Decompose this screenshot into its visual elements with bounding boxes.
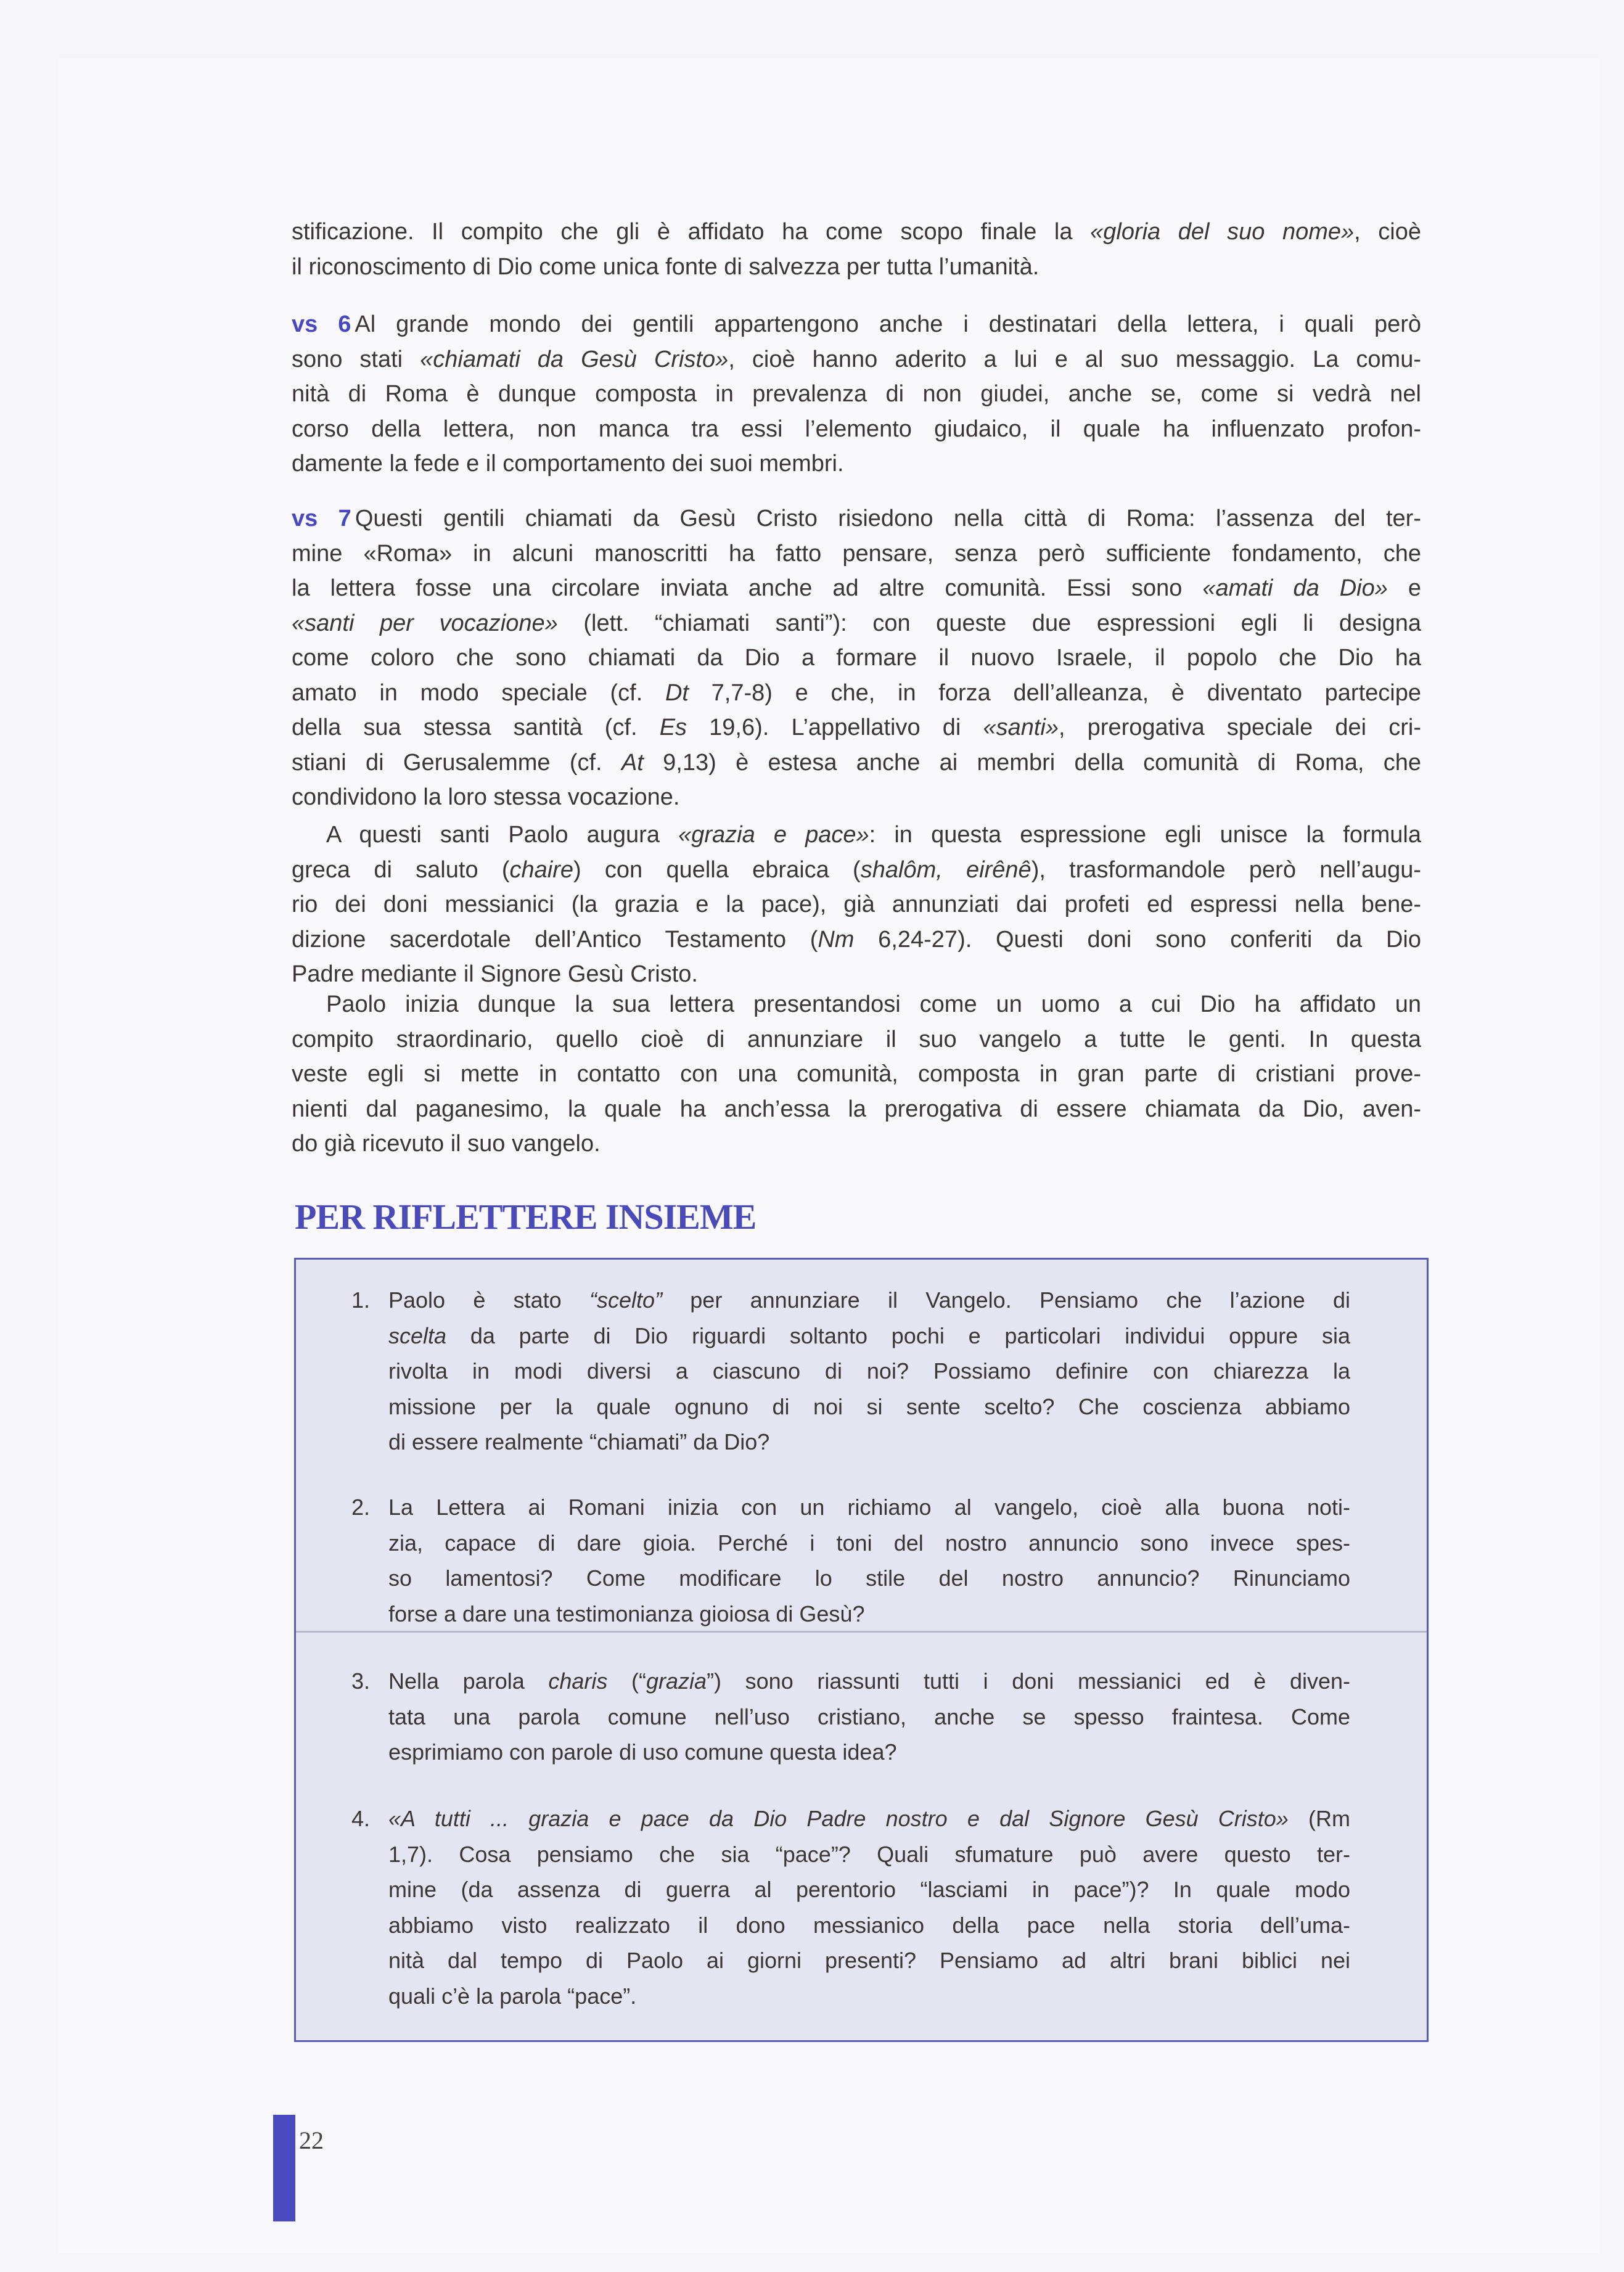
- text-line: [388, 1872, 1350, 1908]
- italic-segment: At: [621, 749, 644, 776]
- text-segment: (lett. “chiamati santi”): con queste due espressioni egli li designa: [557, 610, 1422, 636]
- text-line: [292, 887, 1421, 922]
- text-line: [292, 606, 1421, 641]
- italic-segment: scelta: [388, 1323, 447, 1348]
- italic-segment: «gloria del suo nome»: [1090, 219, 1355, 245]
- text-line: [388, 1389, 1350, 1425]
- paragraph-summary: [292, 987, 1421, 1162]
- text-segment: missione per la quale ognuno di noi si sente scelto? Che coscienza abbiamo: [388, 1393, 1350, 1419]
- text-segment: so lamentosi? Come modificare lo stile del nostro annuncio? Rinunciamo: [388, 1565, 1350, 1591]
- question-item: [351, 1663, 1350, 1770]
- text-line: [292, 536, 1421, 572]
- text-segment: il riconoscimento di Dio come unica fonte di salvezza per tutta l’umanità.: [292, 253, 1040, 280]
- italic-segment: «A tutti ... grazia e pace da Dio Padre nostro e dal Signore Gesù Cristo»: [388, 1806, 1289, 1831]
- text-segment: mine (da assenza di guerra al perentorio “lasciami in pace”)? In quale modo: [388, 1877, 1350, 1902]
- italic-segment: Es: [659, 715, 687, 740]
- italic-segment: «amati da Dio»: [1202, 575, 1388, 601]
- section-heading: PER RIFLETTERE INSIEME: [295, 1197, 757, 1237]
- text-segment: di essere realmente “chiamati” da Dio?: [388, 1429, 770, 1454]
- question-item: [351, 1282, 1351, 1460]
- text-segment: (“: [607, 1668, 646, 1694]
- text-line: [388, 1663, 1350, 1699]
- text-line: [292, 710, 1421, 745]
- text-segment: abbiamo visto realizzato il dono messianico della pace nella storia dell’uma-: [388, 1912, 1350, 1938]
- text-line: [388, 1908, 1350, 1943]
- text-line: [292, 1092, 1421, 1127]
- text-segment: quali c’è la parola “pace”.: [388, 1983, 637, 2009]
- question-item: [351, 1801, 1351, 2014]
- text-line: [292, 1126, 1421, 1162]
- text-line: [292, 987, 1421, 1022]
- text-line: [388, 1801, 1350, 1837]
- text-segment: mine «Roma» in alcuni manoscritti ha fatto pensare, senza però sufficiente fondamento, che: [292, 540, 1421, 567]
- verse-label: vs 7: [292, 506, 351, 531]
- text-segment: Paolo inizia dunque la sua lettera presentandosi come un uomo a cui Dio ha affidato un: [326, 991, 1421, 1017]
- text-line: [292, 922, 1421, 958]
- text-line: [292, 215, 1421, 250]
- text-segment: 1,7). Cosa pensiamo che sia “pace”? Quali sfumature può avere questo ter-: [388, 1841, 1350, 1867]
- page-number-bar: [273, 2115, 295, 2221]
- text-segment: Nella parola: [388, 1668, 549, 1694]
- text-segment: veste egli si mette in contatto con una comunità, composta in gran parte di cristiani prove-: [292, 1061, 1421, 1087]
- question-item: [351, 1490, 1350, 1631]
- text-line: [388, 1596, 1350, 1632]
- text-segment: : in questa espressione egli unisce la formula: [869, 822, 1422, 848]
- paragraph-intro: [292, 215, 1421, 284]
- text-line: [388, 1424, 1350, 1460]
- italic-segment: «santi»: [983, 715, 1059, 740]
- text-segment: e: [1387, 575, 1421, 601]
- text-segment: la lettera fosse una circolare inviata anche ad altre comunità. Essi sono: [292, 575, 1203, 601]
- text-line: [388, 1699, 1350, 1735]
- text-line: [388, 1837, 1350, 1872]
- verse-label: vs 6: [292, 311, 351, 337]
- text-segment: Al grande mondo dei gentili appartengono anche i destinatari della lettera, i quali però: [355, 311, 1422, 337]
- text-segment: della sua stessa santità (cf.: [292, 715, 660, 740]
- text-segment: (Rm: [1288, 1806, 1351, 1831]
- text-segment: da parte di Dio riguardi soltanto pochi e particolari individui oppure sia: [446, 1323, 1350, 1348]
- text-line: [388, 1353, 1350, 1389]
- text-line: [292, 780, 1421, 815]
- text-segment: forse a dare una testimonianza gioiosa di Gesù?: [388, 1601, 865, 1626]
- text-segment: corso della lettera, non manca tra essi l’elemento giudaico, il quale ha influenzato profon-: [292, 416, 1421, 442]
- text-line: [292, 1057, 1421, 1092]
- text-line: [388, 1943, 1350, 1979]
- text-line: [292, 412, 1421, 447]
- text-segment: come coloro che sono chiamati da Dio a formare il nuovo Israele, il popolo che Dio ha: [292, 645, 1421, 671]
- text-segment: La Lettera ai Romani inizia con un richiamo al vangelo, cioè alla buona noti-: [388, 1495, 1350, 1520]
- text-segment: Paolo è stato: [388, 1287, 589, 1313]
- italic-segment: grazia: [646, 1668, 707, 1694]
- text-segment: nità di Roma è dunque composta in prevalenza di non giudei, anche se, come si vedrà nel: [292, 381, 1421, 407]
- text-segment: A questi santi Paolo augura: [326, 822, 679, 848]
- text-segment: ”) sono riassunti tutti i doni messianici ed è diven-: [707, 1668, 1350, 1694]
- text-line: [292, 676, 1421, 711]
- text-line: [388, 1282, 1350, 1318]
- text-line: [388, 1525, 1350, 1561]
- text-line: [388, 1560, 1350, 1596]
- text-segment: do già ricevuto il suo vangelo.: [292, 1131, 601, 1157]
- italic-segment: Nm: [818, 926, 855, 953]
- text-segment: 6,24-27). Questi doni sono conferiti da Dio: [854, 926, 1421, 953]
- text-line: [292, 377, 1421, 412]
- text-segment: rivolta in modi diversi a ciascuno di noi? Possiamo definire con chiarezza la: [388, 1358, 1350, 1384]
- paragraph-vs7: [292, 501, 1421, 815]
- italic-segment: “scelto”: [589, 1287, 662, 1313]
- italic-segment: «chiamati da Gesù Cristo»: [420, 346, 729, 372]
- text-segment: rio dei doni messianici (la grazia e la pace), già annunziati dai profeti ed espressi nella bene-: [292, 892, 1421, 917]
- text-segment: Questi gentili chiamati da Gesù Cristo risiedono nella città di Roma: l’assenza del ter-: [355, 506, 1421, 531]
- text-line: [388, 1734, 1350, 1770]
- text-line: [292, 641, 1421, 676]
- text-segment: sono stati: [292, 346, 420, 372]
- text-segment: nità dal tempo di Paolo ai giorni presenti? Pensiamo ad altri brani biblici nei: [388, 1948, 1350, 1973]
- text-segment: , cioè hanno aderito a lui e al suo messaggio. La comu-: [728, 346, 1421, 372]
- text-segment: ), trasformandole però nell’augu-: [1031, 856, 1422, 883]
- text-line: [292, 342, 1421, 377]
- text-line: [292, 1022, 1421, 1057]
- page-number: 22: [299, 2126, 324, 2154]
- text-segment: , prerogativa speciale dei cri-: [1058, 715, 1421, 740]
- text-line: [292, 571, 1421, 606]
- italic-segment: «santi per vocazione»: [292, 610, 558, 636]
- italic-segment: «grazia e pace»: [678, 822, 869, 848]
- text-line: [388, 1490, 1350, 1525]
- text-segment: condividono la loro stessa vocazione.: [292, 784, 680, 810]
- text-segment: tata una parola comune nell’uso cristiano, anche se spesso fraintesa. Come: [388, 1704, 1350, 1729]
- text-segment: , cioè: [1354, 219, 1422, 245]
- text-line: [388, 1318, 1350, 1354]
- text-segment: stificazione. Il compito che gli è affidato ha come scopo finale la: [292, 219, 1091, 245]
- text-segment: Padre mediante il Signore Gesù Cristo.: [292, 961, 698, 987]
- text-segment: per annunziare il Vangelo. Pensiamo che l’azione di: [662, 1287, 1351, 1313]
- italic-segment: shalôm, eirênê: [860, 856, 1031, 883]
- text-segment: damente la fede e il comportamento dei suoi membri.: [292, 451, 844, 477]
- text-line: [292, 446, 1421, 482]
- question-number: 4.: [351, 1806, 371, 1831]
- question-number: 1.: [351, 1287, 371, 1313]
- text-line: [292, 853, 1421, 888]
- text-line: [292, 818, 1421, 853]
- text-segment: greca di saluto (: [292, 856, 510, 883]
- text-segment: 19,6). L’appellativo di: [687, 715, 983, 740]
- italic-segment: charis: [548, 1668, 608, 1694]
- text-segment: stiani di Gerusalemme (cf.: [292, 749, 621, 776]
- text-segment: amato in modo speciale (cf.: [292, 679, 665, 706]
- text-line: [388, 1979, 1350, 2014]
- text-segment: dizione sacerdotale dell’Antico Testamento (: [292, 926, 818, 953]
- paragraph-greeting: [292, 818, 1421, 992]
- text-segment: zia, capace di dare gioia. Perché i toni del nostro annuncio sono invece spes-: [388, 1530, 1350, 1556]
- text-segment: nienti dal paganesimo, la quale ha anch’essa la prerogativa di essere chiamata da Dio, aven-: [292, 1096, 1421, 1122]
- question-number: 3.: [351, 1668, 371, 1694]
- text-line: [292, 745, 1421, 781]
- italic-segment: chaire: [509, 856, 573, 883]
- text-segment: esprimiamo con parole di uso comune questa idea?: [388, 1739, 897, 1765]
- text-segment: ) con quella ebraica (: [573, 856, 861, 883]
- text-segment: compito straordinario, quello cioè di annunziare il suo vangelo a tutte le genti. In questa: [292, 1026, 1421, 1052]
- text-segment: 7,7-8) e che, in forza dell’alleanza, è diventato partecipe: [688, 679, 1421, 706]
- text-segment: 9,13) è estesa anche ai membri della comunità di Roma, che: [643, 749, 1421, 776]
- text-line: [292, 501, 1421, 536]
- text-line: [292, 307, 1421, 342]
- question-number: 2.: [351, 1495, 371, 1520]
- paragraph-vs6: [292, 307, 1421, 482]
- text-line: [292, 250, 1421, 285]
- italic-segment: Dt: [665, 679, 689, 706]
